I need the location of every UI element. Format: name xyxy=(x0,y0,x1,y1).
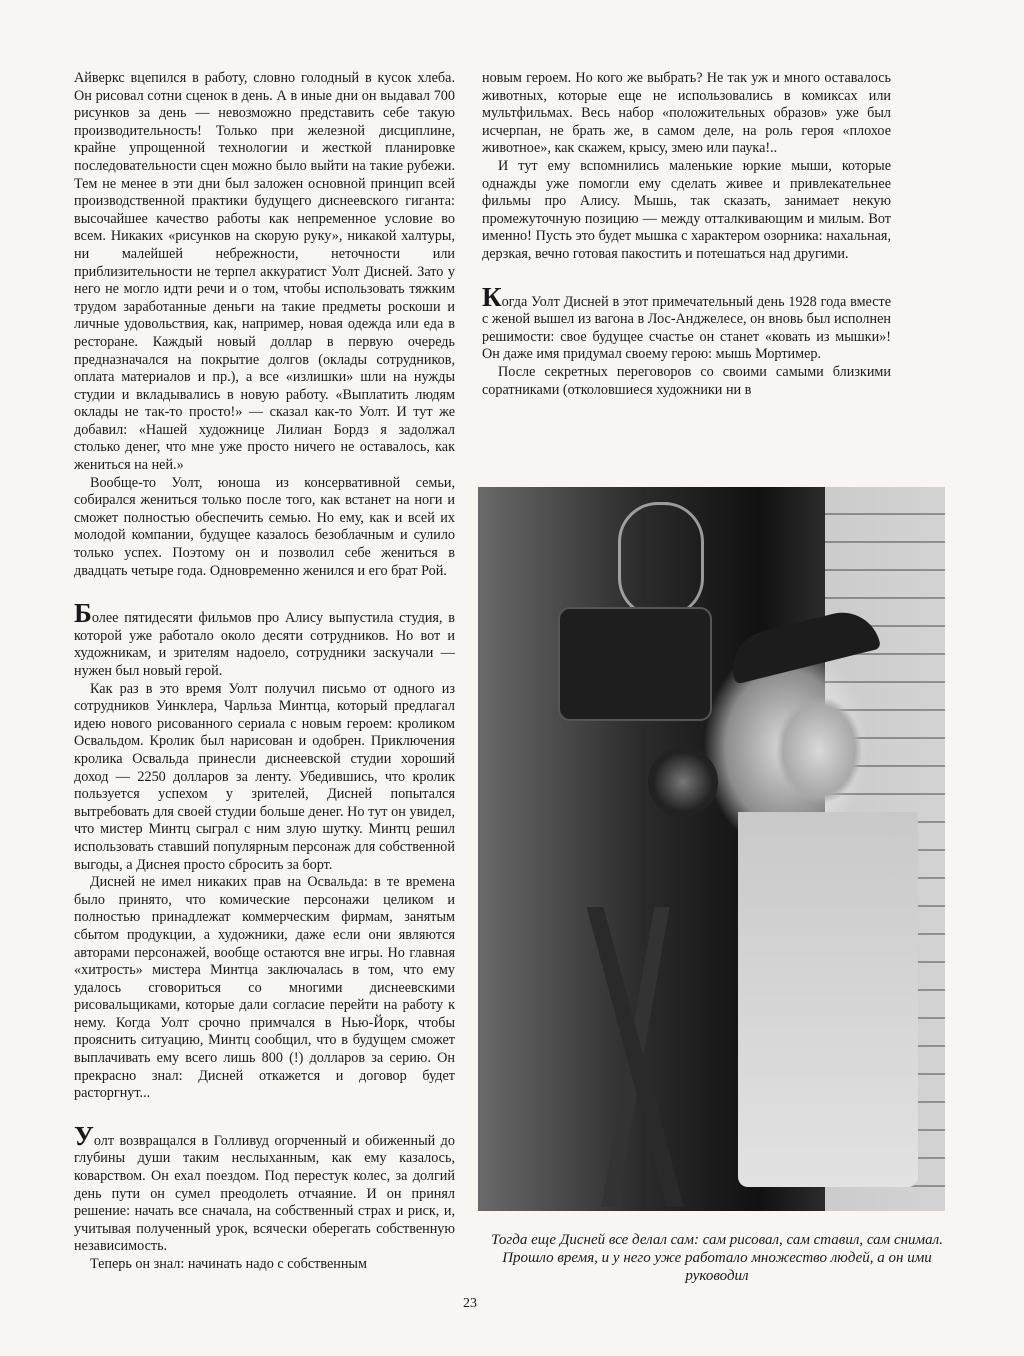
camera-lens-icon xyxy=(648,747,718,817)
photo-disney-with-camera xyxy=(478,487,945,1211)
paragraph: После секретных переговоров со своими самыми близкими соратниками (отколовшиеся художники ни в xyxy=(482,363,891,398)
right-column xyxy=(482,70,891,399)
paragraph-text: огда Уолт Дисней в этот примечательный день 1928 года вместе с женой вышел из вагона в Лос-Анджелесе, он вновь был исполнен решимости: свое будущее счастье он станет «ковать из мышки»! Он даже имя придумал своему герою: мышь Мортимер. xyxy=(482,293,891,363)
man-figure xyxy=(738,627,918,1187)
film-reel-icon xyxy=(618,502,704,618)
paragraph: Айверкс вцепился в работу, словно голодный в кусок хлеба. Он рисовал сотни сценок в день. А в иные дни он выдавал 700 рисунков за день — невозможно представить себе такую производительность! Только при железной дисциплине, крайне упрощенной технологии и жесткой планировке последовательности сцен можно было выйти на такие рубежи. Тем не менее в эти дни был заложен основной принцип всей производственной практики будущего диснеевского гиганта: высочайшее качество работы как непременное условие во всем. Никаких «рисунков на скорую руку», никакой халтуры, ни малейшей небрежности, неточности или приблизительности не терпел аккуратист Уолт Дисней. Зато у него не могло идти речи и о том, чтобы использовать тяжким трудом заработанные деньги на такие предметы роскоши и личные удовольствия, как, например, новая одежда или еда в ресторане. Каждый новый доллар в первую очередь предназначался на покрытие долгов (оклады сотрудников, оплата материалов и пр.), а все «излишки» шли на нужды студии и вкладывались в новую работу. «Выплатить людям оклады не так-то просто!» — сказал как-то Уолт. И тут же добавил: «Нашей художнице Лилиан Бордз я задолжал столько денег, что мне уже просто ничего не оставалось, как жениться на ней.» xyxy=(74,70,455,474)
drop-cap: Б xyxy=(74,598,92,629)
paragraph: Как раз в это время Уолт получил письмо от одного из сотрудников Уинклера, Чарльза Минтца, который предлагал идею нового рисованного сериала с новым героем: кроликом Освальдом. Кролик был нарисован и одобрен. Приключения кролика Освальда принесли диснеевской студии хороший доход — 2250 долларов за ленту. Убедившись, что кролик пользуется успехом у зрителей, Дисней попытался вытребовать для своей студии больше денег. Но тут он увидел, что мистер Минтц сыграл с ним злую шутку. Минтц решил использовать ставший популярным персонаж для собственной выгоды, а Диснея просто сбросить за борт. xyxy=(74,680,455,873)
paragraph-text: олее пятидесяти фильмов про Алису выпустила студия, в которой уже работало около десяти сотрудников. Но вот и художникам, и зрителям надоело, сотрудники заскучали — нужен был новый герой. xyxy=(74,610,455,679)
drop-cap: К xyxy=(482,281,502,312)
paragraph: И тут ему вспомнились маленькие юркие мыши, которые однажды уже помогли ему сделать живее и привлекательнее фильмы про Алису. Мышь, так сказать, занимает некую промежуточную позицию — между отталкивающим и милым. Вот именно! Пусть это будет мышка с характером озорника: нахальная, дерзкая, вечно готовая пакостить и потешаться над другими. xyxy=(482,157,891,262)
tripod-icon xyxy=(538,907,738,1207)
movie-camera-icon xyxy=(558,607,712,721)
section-paragraph xyxy=(74,598,455,680)
paragraph: Вообще-то Уолт, юноша из консервативной семьи, собирался жениться только после того, как встанет на ноги и сможет полностью обеспечить семью. Но ему, как и всей их молодой компании, будущее казалось безоблачным и сулило только успех. Поэтому он и позволил себе жениться в двадцать четыре года. Одновременно женился и его брат Рой. xyxy=(74,474,455,579)
paragraph-text: олт возвращался в Голливуд огорченный и обиженный до глубины души таким неслыханным, как ему казалось, коварством. Он ехал поездом. Под перестук колес, за долгий день пути он сумел преодолеть отчаяние. И он принял решение: начать все сначала, на собственный страх и риск, и, учитывая полученный урок, всячески оберегать собственную независимость. xyxy=(74,1132,455,1255)
paragraph: новым героем. Но кого же выбрать? Не так уж и много оставалось животных, которые еще не использовались в комиксах или мультфильмах. Весь набор «положительных образов» уже был исчерпан, не брать же, в самом деле, на роль героя «плохое животное», как скажем, крысу, змею или паука!.. xyxy=(482,70,891,157)
drop-cap: У xyxy=(74,1120,94,1151)
paragraph: Теперь он знал: начинать надо с собственным xyxy=(90,1256,367,1272)
section-paragraph xyxy=(482,281,891,364)
left-column xyxy=(74,70,455,1274)
photo-caption: Тогда еще Дисней все делал сам: сам рисовал, сам ставил, сам снимал. Прошло время, и у него уже работало множество людей, а он ими руководил xyxy=(491,1232,943,1284)
page-number: 23 xyxy=(463,1296,477,1311)
paragraph: Дисней не имел никаких прав на Освальда: в те времена было принято, что комические персонажи целиком и полностью принадлежат коммерческим фирмам, занятым сбытом продукции, а художники, даже если они являются авторами персонажей, вообще остаются вне игры. Но главная «хитрость» мистера Минтца заключалась в том, что ему удалось сговориться со многими диснеевскими рисовальщиками, которые дали согласие перейти на работу к нему. Когда Уолт срочно примчался в Нью-Йорк, чтобы прояснить ситуацию, Минтц сообщил, что в будущем сможет выплачивать ему всего лишь 800 (!) долларов за серию. Он прекрасно знал: Дисней откажется и договор будет расторгнут... xyxy=(74,874,455,1102)
section-paragraph xyxy=(74,1120,455,1256)
